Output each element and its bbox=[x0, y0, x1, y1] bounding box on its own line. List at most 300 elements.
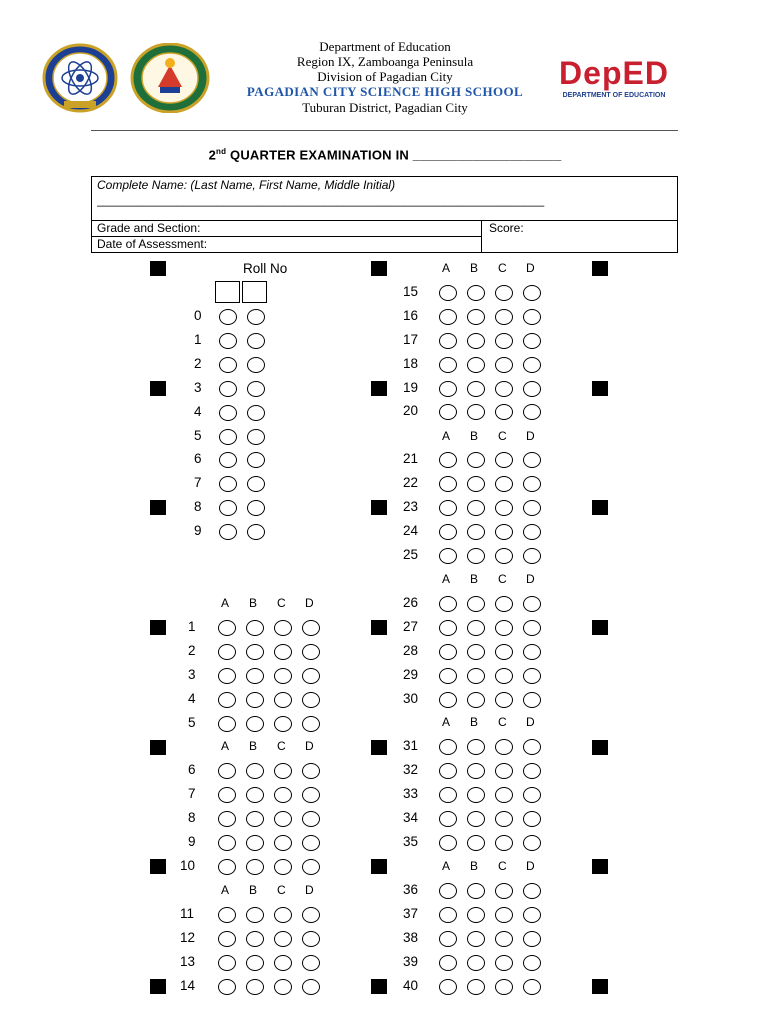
grade-section-label: Grade and Section: bbox=[97, 221, 201, 235]
question-number: 21 bbox=[403, 451, 419, 466]
roll-digit-label: 4 bbox=[194, 403, 202, 419]
answer-bubble[interactable] bbox=[467, 333, 485, 349]
question-number: 20 bbox=[403, 403, 419, 418]
question-number: 14 bbox=[180, 978, 196, 993]
question-number: 35 bbox=[403, 834, 419, 849]
header-address: Tuburan District, Pagadian City bbox=[302, 100, 468, 115]
question-number: 34 bbox=[403, 810, 419, 825]
question-number: 15 bbox=[403, 284, 419, 299]
answer-bubble[interactable] bbox=[439, 285, 457, 301]
answer-bubble[interactable] bbox=[523, 955, 541, 971]
name-label: Complete Name: (Last Name, First Name, Middle Initial) bbox=[97, 178, 396, 192]
answer-bubble[interactable] bbox=[218, 907, 236, 923]
alignment-marker bbox=[592, 261, 608, 276]
school-seal-logo bbox=[42, 43, 118, 113]
question-number: 9 bbox=[188, 834, 196, 849]
answer-bubble[interactable] bbox=[523, 333, 541, 349]
roll-bubble[interactable] bbox=[219, 476, 237, 492]
right-choice-header: B bbox=[470, 572, 479, 586]
question-number: 40 bbox=[403, 978, 419, 993]
answer-bubble[interactable] bbox=[495, 763, 513, 779]
answer-bubble[interactable] bbox=[439, 548, 457, 564]
deped-logo-text: DepED bbox=[559, 55, 669, 91]
question-number: 33 bbox=[403, 786, 419, 801]
answer-bubble[interactable] bbox=[246, 907, 264, 923]
answer-bubble[interactable] bbox=[495, 787, 513, 803]
answer-bubble[interactable] bbox=[439, 739, 457, 755]
right-choice-header: D bbox=[526, 859, 535, 873]
answer-bubble[interactable] bbox=[439, 381, 457, 397]
answer-bubble[interactable] bbox=[495, 883, 513, 899]
answer-bubble[interactable] bbox=[495, 309, 513, 325]
alignment-marker bbox=[592, 979, 608, 994]
right-choice-header: C bbox=[498, 261, 507, 275]
name-line: ___________________________________________________________________ bbox=[97, 193, 545, 207]
answer-bubble[interactable] bbox=[467, 381, 485, 397]
question-number: 39 bbox=[403, 954, 419, 969]
roll-bubble[interactable] bbox=[219, 429, 237, 445]
right-choice-header: A bbox=[442, 429, 451, 443]
answer-bubble[interactable] bbox=[523, 907, 541, 923]
answer-bubble[interactable] bbox=[274, 859, 292, 875]
question-number: 23 bbox=[403, 499, 419, 514]
answer-bubble[interactable] bbox=[467, 835, 485, 851]
question-number: 17 bbox=[403, 332, 419, 347]
question-number: 1 bbox=[188, 619, 196, 634]
answer-bubble[interactable] bbox=[246, 859, 264, 875]
roll-bubble[interactable] bbox=[219, 500, 237, 516]
answer-bubble[interactable] bbox=[218, 620, 236, 636]
roll-digit-label: 2 bbox=[194, 355, 202, 371]
answer-bubble[interactable] bbox=[523, 692, 541, 708]
question-number: 18 bbox=[403, 356, 419, 371]
question-number: 24 bbox=[403, 523, 419, 538]
right-choice-header: C bbox=[498, 859, 507, 873]
answer-bubble[interactable] bbox=[495, 979, 513, 995]
answer-bubble[interactable] bbox=[302, 716, 320, 732]
roll-digit-label: 7 bbox=[194, 475, 202, 491]
answer-bubble[interactable] bbox=[495, 357, 513, 373]
answer-bubble[interactable] bbox=[246, 835, 264, 851]
roll-bubble[interactable] bbox=[219, 452, 237, 468]
roll-bubble[interactable] bbox=[247, 405, 265, 421]
answer-bubble[interactable] bbox=[246, 979, 264, 995]
header-divider bbox=[91, 130, 678, 131]
exam-title bbox=[150, 147, 620, 162]
roll-digit-label: 9 bbox=[194, 523, 202, 539]
right-choice-header: B bbox=[470, 859, 479, 873]
answer-bubble[interactable] bbox=[246, 692, 264, 708]
answer-bubble[interactable] bbox=[246, 787, 264, 803]
answer-bubble[interactable] bbox=[467, 692, 485, 708]
left-choice-header: A bbox=[221, 883, 230, 897]
roll-bubble[interactable] bbox=[247, 452, 265, 468]
answer-bubble[interactable] bbox=[218, 811, 236, 827]
exam-title-text: QUARTER EXAMINATION IN ____________________ bbox=[226, 147, 562, 163]
answer-bubble[interactable] bbox=[302, 835, 320, 851]
answer-bubble[interactable] bbox=[495, 333, 513, 349]
answer-bubble[interactable] bbox=[467, 668, 485, 684]
deped-logo-subtext: DEPARTMENT OF EDUCATION bbox=[562, 92, 666, 99]
division-seal-logo bbox=[130, 43, 210, 113]
answer-bubble[interactable] bbox=[495, 476, 513, 492]
roll-bubble[interactable] bbox=[219, 357, 237, 373]
answer-bubble[interactable] bbox=[523, 644, 541, 660]
answer-bubble[interactable] bbox=[523, 620, 541, 636]
answer-bubble[interactable] bbox=[439, 668, 457, 684]
answer-bubble[interactable] bbox=[439, 620, 457, 636]
answer-bubble[interactable] bbox=[274, 907, 292, 923]
question-number: 11 bbox=[180, 906, 195, 921]
left-choice-header: D bbox=[305, 596, 314, 610]
answer-bubble[interactable] bbox=[218, 763, 236, 779]
question-number: 12 bbox=[180, 930, 196, 945]
answer-bubble[interactable] bbox=[495, 692, 513, 708]
answer-bubble[interactable] bbox=[274, 931, 292, 947]
answer-bubble[interactable] bbox=[274, 787, 292, 803]
roll-bubble[interactable] bbox=[219, 381, 237, 397]
answer-bubble[interactable] bbox=[302, 644, 320, 660]
question-number: 7 bbox=[188, 786, 196, 801]
answer-bubble[interactable] bbox=[246, 716, 264, 732]
answer-bubble[interactable] bbox=[274, 644, 292, 660]
alignment-marker bbox=[371, 261, 387, 276]
answer-bubble[interactable] bbox=[495, 620, 513, 636]
roll-bubble[interactable] bbox=[247, 429, 265, 445]
answer-bubble[interactable] bbox=[523, 739, 541, 755]
answer-bubble[interactable] bbox=[246, 955, 264, 971]
right-choice-header: B bbox=[470, 715, 479, 729]
question-number: 25 bbox=[403, 547, 419, 562]
right-choice-header: C bbox=[498, 572, 507, 586]
answer-bubble[interactable] bbox=[439, 500, 457, 516]
alignment-marker bbox=[150, 500, 166, 515]
answer-bubble[interactable] bbox=[495, 452, 513, 468]
answer-bubble[interactable] bbox=[439, 596, 457, 612]
answer-bubble[interactable] bbox=[467, 524, 485, 540]
answer-bubble[interactable] bbox=[495, 381, 513, 397]
answer-bubble[interactable] bbox=[523, 452, 541, 468]
answer-bubble[interactable] bbox=[467, 931, 485, 947]
alignment-marker bbox=[150, 979, 166, 994]
alignment-marker bbox=[371, 620, 387, 635]
question-number: 3 bbox=[188, 667, 196, 682]
left-choice-header: D bbox=[305, 739, 314, 753]
right-choice-header: A bbox=[442, 572, 451, 586]
answer-bubble[interactable] bbox=[495, 285, 513, 301]
left-choice-header: C bbox=[277, 739, 286, 753]
right-choice-header: B bbox=[470, 429, 479, 443]
question-number: 36 bbox=[403, 882, 419, 897]
exam-ordinal: 2 bbox=[208, 147, 217, 163]
alignment-marker bbox=[592, 620, 608, 635]
answer-bubble[interactable] bbox=[523, 835, 541, 851]
roll-digit-label: 6 bbox=[194, 451, 202, 467]
roll-bubble[interactable] bbox=[247, 381, 265, 397]
answer-bubble[interactable] bbox=[439, 644, 457, 660]
question-number: 37 bbox=[403, 906, 419, 921]
answer-bubble[interactable] bbox=[439, 931, 457, 947]
answer-bubble[interactable] bbox=[467, 404, 485, 420]
right-choice-header: D bbox=[526, 429, 535, 443]
alignment-marker bbox=[150, 381, 166, 396]
answer-bubble[interactable] bbox=[274, 763, 292, 779]
answer-bubble[interactable] bbox=[302, 979, 320, 995]
left-choice-header: A bbox=[221, 596, 230, 610]
answer-bubble[interactable] bbox=[439, 476, 457, 492]
answer-bubble[interactable] bbox=[274, 979, 292, 995]
right-choice-header: A bbox=[442, 715, 451, 729]
answer-bubble[interactable] bbox=[274, 811, 292, 827]
answer-bubble[interactable] bbox=[274, 668, 292, 684]
answer-bubble[interactable] bbox=[523, 381, 541, 397]
answer-bubble[interactable] bbox=[274, 620, 292, 636]
answer-bubble[interactable] bbox=[439, 333, 457, 349]
answer-bubble[interactable] bbox=[495, 548, 513, 564]
answer-bubble[interactable] bbox=[495, 835, 513, 851]
answer-bubble[interactable] bbox=[523, 500, 541, 516]
answer-bubble[interactable] bbox=[467, 787, 485, 803]
answer-bubble[interactable] bbox=[439, 955, 457, 971]
answer-bubble[interactable] bbox=[467, 476, 485, 492]
right-choice-header: B bbox=[470, 261, 479, 275]
answer-bubble[interactable] bbox=[495, 739, 513, 755]
answer-bubble[interactable] bbox=[274, 955, 292, 971]
alignment-marker bbox=[371, 500, 387, 515]
answer-bubble[interactable] bbox=[467, 907, 485, 923]
deped-logo bbox=[552, 55, 676, 103]
alignment-marker bbox=[592, 381, 608, 396]
roll-bubble[interactable] bbox=[247, 500, 265, 516]
answer-bubble[interactable] bbox=[302, 668, 320, 684]
answer-bubble[interactable] bbox=[246, 620, 264, 636]
alignment-marker bbox=[371, 381, 387, 396]
roll-digit-label: 0 bbox=[194, 308, 202, 323]
answer-bubble[interactable] bbox=[218, 955, 236, 971]
roll-bubble[interactable] bbox=[247, 309, 265, 325]
answer-bubble[interactable] bbox=[302, 620, 320, 636]
header-region: Region IX, Zamboanga Peninsula bbox=[296, 54, 474, 69]
left-choice-header: B bbox=[249, 883, 258, 897]
answer-bubble[interactable] bbox=[439, 357, 457, 373]
answer-bubble[interactable] bbox=[274, 692, 292, 708]
answer-bubble[interactable] bbox=[495, 907, 513, 923]
left-choice-header: C bbox=[277, 883, 286, 897]
answer-bubble[interactable] bbox=[218, 716, 236, 732]
roll-bubble[interactable] bbox=[219, 524, 237, 540]
right-choice-header: C bbox=[498, 715, 507, 729]
answer-bubble[interactable] bbox=[302, 859, 320, 875]
answer-bubble[interactable] bbox=[495, 644, 513, 660]
alignment-marker bbox=[150, 620, 166, 635]
answer-bubble[interactable] bbox=[495, 811, 513, 827]
question-number: 6 bbox=[188, 762, 196, 777]
answer-bubble[interactable] bbox=[302, 931, 320, 947]
roll-digit-label: 1 bbox=[194, 331, 202, 347]
roll-bubble[interactable] bbox=[219, 405, 237, 421]
answer-bubble[interactable] bbox=[523, 548, 541, 564]
header-school-name: PAGADIAN CITY SCIENCE HIGH SCHOOL bbox=[246, 84, 524, 99]
roll-digit-label: 5 bbox=[194, 427, 202, 443]
right-choice-header: C bbox=[498, 429, 507, 443]
question-number: 8 bbox=[188, 810, 196, 825]
answer-bubble[interactable] bbox=[523, 357, 541, 373]
answer-bubble[interactable] bbox=[218, 979, 236, 995]
answer-bubble[interactable] bbox=[523, 979, 541, 995]
answer-bubble[interactable] bbox=[246, 931, 264, 947]
alignment-marker bbox=[592, 500, 608, 515]
answer-bubble[interactable] bbox=[467, 763, 485, 779]
alignment-marker bbox=[150, 261, 166, 276]
alignment-marker bbox=[592, 740, 608, 755]
answer-bubble[interactable] bbox=[495, 931, 513, 947]
question-number: 26 bbox=[403, 595, 419, 610]
answer-bubble[interactable] bbox=[439, 883, 457, 899]
answer-bubble[interactable] bbox=[274, 835, 292, 851]
answer-bubble[interactable] bbox=[523, 787, 541, 803]
alignment-marker bbox=[150, 859, 166, 874]
roll-bubble[interactable] bbox=[247, 333, 265, 349]
answer-bubble[interactable] bbox=[218, 931, 236, 947]
answer-bubble[interactable] bbox=[467, 739, 485, 755]
answer-bubble[interactable] bbox=[523, 811, 541, 827]
answer-bubble[interactable] bbox=[495, 596, 513, 612]
alignment-marker bbox=[592, 859, 608, 874]
question-number: 5 bbox=[188, 715, 196, 730]
answer-bubble[interactable] bbox=[439, 404, 457, 420]
answer-bubble[interactable] bbox=[439, 763, 457, 779]
question-number: 31 bbox=[403, 738, 419, 753]
answer-bubble[interactable] bbox=[302, 907, 320, 923]
answer-bubble[interactable] bbox=[439, 907, 457, 923]
question-number: 4 bbox=[188, 691, 196, 706]
answer-bubble[interactable] bbox=[495, 955, 513, 971]
answer-bubble[interactable] bbox=[302, 955, 320, 971]
question-number: 19 bbox=[403, 380, 419, 395]
header-division: Division of Pagadian City bbox=[317, 69, 453, 84]
answer-bubble[interactable] bbox=[302, 692, 320, 708]
answer-bubble[interactable] bbox=[523, 931, 541, 947]
answer-bubble[interactable] bbox=[439, 787, 457, 803]
answer-bubble[interactable] bbox=[467, 452, 485, 468]
alignment-marker bbox=[150, 740, 166, 755]
question-number: 38 bbox=[403, 930, 419, 945]
alignment-marker bbox=[371, 859, 387, 874]
answer-bubble[interactable] bbox=[523, 476, 541, 492]
answer-bubble[interactable] bbox=[302, 811, 320, 827]
roll-bubble[interactable] bbox=[247, 476, 265, 492]
answer-bubble[interactable] bbox=[523, 404, 541, 420]
answer-bubble[interactable] bbox=[246, 644, 264, 660]
roll-digit-label: 8 bbox=[194, 499, 202, 515]
answer-bubble[interactable] bbox=[467, 548, 485, 564]
answer-bubble[interactable] bbox=[495, 524, 513, 540]
answer-bubble[interactable] bbox=[218, 644, 236, 660]
question-number: 2 bbox=[188, 643, 196, 658]
left-choice-header: A bbox=[221, 739, 230, 753]
answer-bubble[interactable] bbox=[467, 883, 485, 899]
roll-bubble[interactable] bbox=[219, 333, 237, 349]
question-number: 13 bbox=[180, 954, 196, 969]
right-choice-header: D bbox=[526, 261, 535, 275]
roll-bubble[interactable] bbox=[247, 357, 265, 373]
answer-bubble[interactable] bbox=[246, 811, 264, 827]
answer-bubble[interactable] bbox=[523, 883, 541, 899]
roll-digit-box-2[interactable] bbox=[242, 281, 267, 303]
answer-bubble[interactable] bbox=[274, 716, 292, 732]
answer-bubble[interactable] bbox=[218, 835, 236, 851]
roll-bubble[interactable] bbox=[219, 309, 237, 325]
question-number: 22 bbox=[403, 475, 419, 490]
answer-bubble[interactable] bbox=[523, 763, 541, 779]
roll-digit-label: 3 bbox=[194, 379, 202, 395]
answer-bubble[interactable] bbox=[495, 500, 513, 516]
answer-bubble[interactable] bbox=[523, 668, 541, 684]
answer-bubble[interactable] bbox=[467, 811, 485, 827]
answer-bubble[interactable] bbox=[218, 787, 236, 803]
alignment-marker bbox=[371, 740, 387, 755]
question-number: 10 bbox=[180, 858, 196, 873]
left-choice-header: B bbox=[249, 596, 258, 610]
roll-bubble[interactable] bbox=[247, 524, 265, 540]
answer-bubble[interactable] bbox=[495, 668, 513, 684]
question-number: 32 bbox=[403, 762, 419, 777]
roll-no-title: Roll No bbox=[243, 261, 288, 276]
answer-bubble[interactable] bbox=[523, 524, 541, 540]
answer-bubble[interactable] bbox=[439, 979, 457, 995]
answer-bubble[interactable] bbox=[467, 596, 485, 612]
left-choice-header: D bbox=[305, 883, 314, 897]
question-number: 28 bbox=[403, 643, 419, 658]
left-choice-header: C bbox=[277, 596, 286, 610]
answer-bubble[interactable] bbox=[218, 859, 236, 875]
question-number: 27 bbox=[403, 619, 419, 634]
score-label: Score: bbox=[489, 221, 524, 235]
answer-bubble[interactable] bbox=[439, 811, 457, 827]
answer-bubble[interactable] bbox=[523, 285, 541, 301]
answer-bubble[interactable] bbox=[467, 309, 485, 325]
answer-bubble[interactable] bbox=[467, 500, 485, 516]
answer-bubble[interactable] bbox=[302, 763, 320, 779]
answer-bubble[interactable] bbox=[246, 668, 264, 684]
answer-bubble[interactable] bbox=[467, 979, 485, 995]
answer-bubble[interactable] bbox=[523, 309, 541, 325]
answer-bubble[interactable] bbox=[467, 357, 485, 373]
answer-bubble[interactable] bbox=[218, 668, 236, 684]
answer-bubble[interactable] bbox=[218, 692, 236, 708]
answer-bubble[interactable] bbox=[467, 955, 485, 971]
right-choice-header: A bbox=[442, 261, 451, 275]
question-number: 16 bbox=[403, 308, 419, 323]
answer-bubble[interactable] bbox=[302, 787, 320, 803]
alignment-marker bbox=[371, 979, 387, 994]
answer-bubble[interactable] bbox=[467, 620, 485, 636]
right-choice-header: D bbox=[526, 572, 535, 586]
answer-bubble[interactable] bbox=[439, 309, 457, 325]
answer-bubble[interactable] bbox=[523, 596, 541, 612]
answer-bubble[interactable] bbox=[439, 692, 457, 708]
answer-bubble[interactable] bbox=[467, 644, 485, 660]
answer-bubble[interactable] bbox=[246, 763, 264, 779]
date-label: Date of Assessment: bbox=[97, 237, 208, 251]
answer-bubble[interactable] bbox=[439, 524, 457, 540]
answer-bubble[interactable] bbox=[495, 404, 513, 420]
answer-bubble[interactable] bbox=[439, 452, 457, 468]
answer-bubble[interactable] bbox=[467, 285, 485, 301]
roll-digit-box-1[interactable] bbox=[215, 281, 240, 303]
question-number: 29 bbox=[403, 667, 419, 682]
answer-bubble[interactable] bbox=[439, 835, 457, 851]
